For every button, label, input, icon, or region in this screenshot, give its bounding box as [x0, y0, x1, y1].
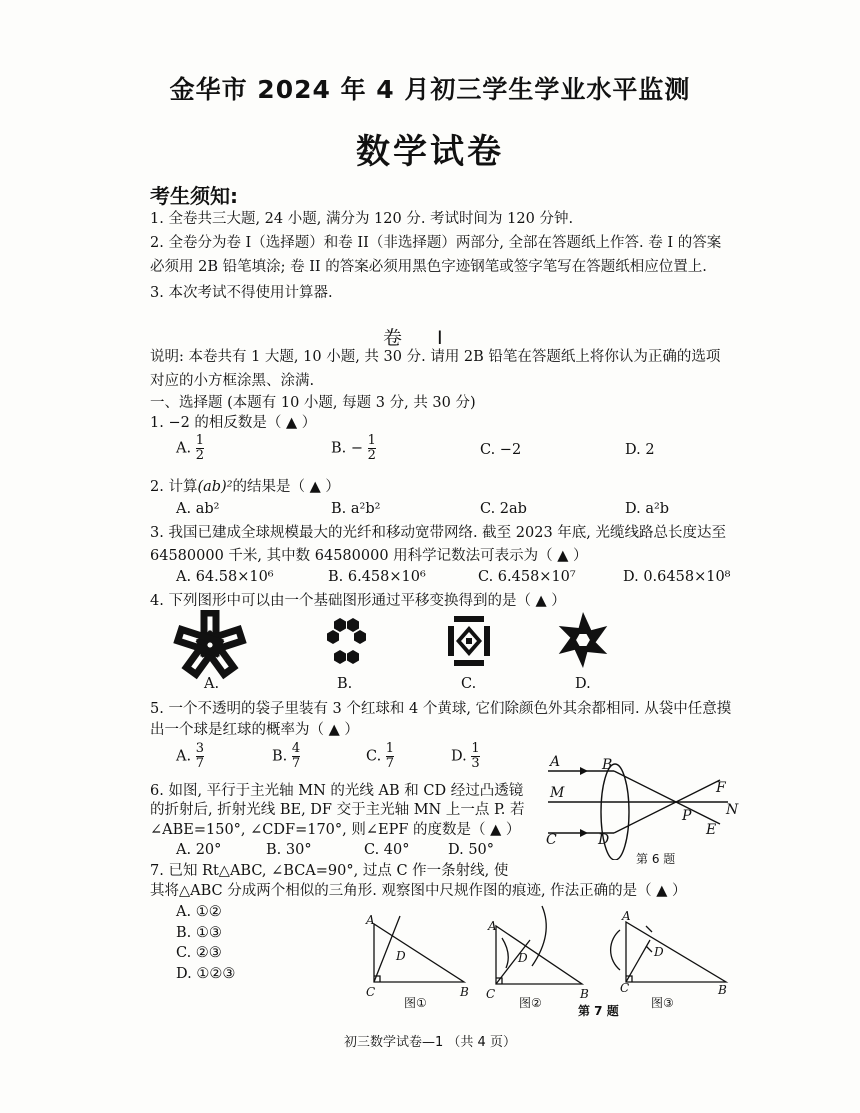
q5-option-d: [451, 742, 480, 771]
q7-caption: 第 7 题: [578, 1004, 619, 1018]
q1-stem: 1. −2 的相反数是（ ▲ ）: [150, 415, 317, 431]
q5-option-b: [272, 742, 300, 771]
q7-option-d: D. ①②③: [176, 966, 236, 982]
exam-title: 金华市 2024 年 4 月初三学生学业水平监测: [169, 75, 691, 104]
q2-stem-pre: 2. 计算: [150, 479, 198, 495]
q1-option-a: [176, 434, 204, 463]
notice-item-1: 1. 全卷共三大题, 24 小题, 满分为 120 分. 考试时间为 120 分钟.: [150, 211, 574, 227]
q7f3-pt-d: D: [654, 945, 664, 959]
q2-option-a: A. ab²: [176, 501, 220, 517]
q4-stem: 4. 下列图形中可以由一个基础图形通过平移变换得到的是（ ▲ ）: [150, 593, 566, 609]
q2-stem-post: 的结果是（ ▲ ）: [232, 479, 340, 495]
q3-stem-2: 64580000 千米, 其中数 64580000 用科学记数法可表示为（ ▲ ）: [150, 548, 588, 564]
q6-pt-e: E: [706, 822, 717, 838]
q6-pt-d: D: [598, 832, 610, 848]
q6-pt-m: M: [550, 785, 565, 801]
q4-label-a: A.: [204, 676, 220, 692]
q6-option-b: B. 30°: [266, 842, 312, 858]
q7f2-pt-c: C: [486, 987, 496, 1001]
q7f1-pt-d: D: [396, 949, 406, 963]
q1-b-prefix: B. −: [331, 440, 364, 457]
q5-a-prefix: A.: [176, 748, 192, 765]
q6-stem-2: 的折射后, 折射光线 BE, DF 交于主光轴 MN 上一点 P. 若: [150, 802, 525, 818]
q3-option-c: C. 6.458×10⁷: [478, 569, 576, 585]
q1-option-d: D. 2: [625, 442, 655, 458]
q5-b-num: 4: [291, 741, 301, 756]
notice-item-3: 3. 本次考试不得使用计算器.: [150, 285, 333, 301]
q3-stem-1: 3. 我国已建成全球规模最大的光纤和移动宽带网络. 截至 2023 年底, 光缆线路总长度达至: [150, 525, 726, 541]
q6-pt-f: F: [716, 780, 726, 796]
q1-b-fraction: [368, 434, 376, 463]
q6-stem-1: 6. 如图, 平行于主光轴 MN 的光线 AB 和 CD 经过凸透镜: [150, 783, 524, 799]
q3-option-d: D. 0.6458×10⁸: [623, 569, 731, 585]
q6-option-d: D. 50°: [448, 842, 495, 858]
q1-a-fraction: [196, 434, 204, 463]
page-footer: 初三数学试卷—1 （共 4 页）: [344, 1035, 516, 1050]
q5-c-prefix: C.: [366, 748, 382, 765]
q7-stem-1: 7. 已知 Rt△ABC, ∠BCA=90°, 过点 C 作一条射线, 使: [150, 863, 509, 879]
q5-a-den: 7: [195, 756, 204, 771]
q7-option-b: B. ①③: [176, 925, 222, 941]
q5-stem-2: 出一个球是红球的概率为（ ▲ ）: [150, 722, 359, 738]
q7f2-pt-a: A: [488, 919, 497, 933]
q4-figure-b: [316, 612, 376, 672]
q7-stem-2: 其将△ABC 分成两个相似的三角形. 观察图中尺规作图的痕迹, 作法正确的是（ ▲ ）: [150, 883, 687, 899]
q4-figure-c: [444, 612, 498, 670]
q7f2-pt-d: D: [518, 951, 528, 965]
q4-label-d: D.: [575, 676, 591, 692]
section-desc-1: 说明: 本卷共有 1 大题, 10 小题, 共 30 分. 请用 2B 铅笔在答题纸上将你认为正确的选项: [150, 349, 721, 365]
q5-d-den: 3: [471, 756, 480, 771]
q3-option-b: B. 6.458×10⁶: [328, 569, 426, 585]
q5-d-prefix: D.: [451, 748, 467, 765]
q2-stem: [150, 477, 340, 497]
q7f3-pt-a: A: [622, 909, 631, 923]
ray-df: [614, 780, 720, 833]
q1-option-c: C. −2: [480, 442, 522, 458]
exam-subtitle: 数学试卷: [356, 132, 504, 172]
q4-figure-a: [170, 610, 250, 680]
q7-figure-3: [598, 906, 733, 998]
q6-pt-c: C: [546, 832, 557, 848]
q2-option-b: B. a²b²: [331, 501, 381, 517]
notice-item-2-cont: 必须用 2B 铅笔填涂; 卷 II 的答案必须用黑色字迹钢笔或签字笔写在答题纸相应位置上.: [150, 259, 707, 275]
q2-stem-expr: (ab)²: [197, 479, 233, 495]
q1-option-b: [331, 434, 376, 463]
notice-item-2: 2. 全卷分为卷 I（选择题）和卷 II（非选择题）两部分, 全部在答题纸上作答. 卷 I 的答案: [150, 235, 722, 251]
q6-caption: 第 6 题: [636, 852, 676, 866]
q5-c-num: 1: [385, 741, 395, 756]
q2-option-d: D. a²b: [625, 501, 670, 517]
q7f3-pt-b: B: [718, 983, 727, 997]
q7-option-a: A. ①②: [176, 904, 222, 920]
q6-pt-p: P: [682, 808, 692, 824]
part-heading: 一、选择题 (本题有 10 小题, 每题 3 分, 共 30 分): [150, 395, 476, 411]
notice-heading: 考生须知:: [150, 184, 238, 208]
q5-a-fraction: [196, 742, 204, 771]
q1-a-prefix: A.: [176, 440, 192, 457]
q1-b-den: 2: [367, 448, 376, 463]
q5-d-fraction: [471, 742, 479, 771]
q5-stem-1: 5. 一个不透明的袋子里装有 3 个红球和 4 个黄球, 它们除颜色外其余都相同. 从袋中任意摸: [150, 701, 732, 717]
q7-fig2-label: 图②: [519, 996, 542, 1010]
q7-figure-1: [360, 912, 478, 1002]
q5-option-a: [176, 742, 204, 771]
q7-fig3-label: 图③: [651, 996, 674, 1010]
q5-b-fraction: [292, 742, 300, 771]
q3-option-a: A. 64.58×10⁶: [176, 569, 274, 585]
q6-stem-3: ∠ABE=150°, ∠CDF=170°, 则∠EPF 的度数是（ ▲ ）: [150, 822, 521, 838]
q4-label-b: B.: [337, 676, 353, 692]
q5-d-num: 1: [471, 741, 480, 756]
q6-pt-n: N: [726, 802, 739, 818]
q4-figure-d: [552, 608, 614, 672]
q4-label-c: C.: [461, 676, 477, 692]
q6-option-a: A. 20°: [176, 842, 222, 858]
q5-c-fraction: [386, 742, 394, 771]
q7-figure-2: [484, 904, 596, 1002]
q5-option-c: [366, 742, 394, 771]
q5-a-num: 3: [195, 741, 204, 756]
q6-lens-figure: [540, 752, 745, 860]
q7-option-c: C. ②③: [176, 945, 222, 961]
q1-b-num: 1: [367, 433, 376, 448]
q6-pt-b: B: [602, 757, 613, 773]
q1-a-num: 1: [195, 433, 204, 448]
q6-option-c: C. 40°: [364, 842, 410, 858]
q5-b-den: 7: [291, 756, 301, 771]
q7-fig1-label: 图①: [404, 996, 427, 1010]
q7f3-pt-c: C: [620, 981, 630, 995]
q1-a-den: 2: [195, 448, 204, 463]
q7f2-pt-b: B: [580, 987, 589, 1001]
q7f1-pt-a: A: [366, 913, 375, 927]
section-desc-2: 对应的小方框涂黑、涂满.: [150, 373, 315, 389]
ray-be: [614, 771, 720, 824]
q5-b-prefix: B.: [272, 748, 288, 765]
q6-pt-a: A: [550, 754, 561, 770]
q7f1-pt-c: C: [366, 985, 376, 999]
q2-option-c: C. 2ab: [480, 501, 527, 517]
q7f1-pt-b: B: [460, 985, 469, 999]
q5-c-den: 7: [385, 756, 395, 771]
section-title: 卷 I: [383, 327, 451, 349]
